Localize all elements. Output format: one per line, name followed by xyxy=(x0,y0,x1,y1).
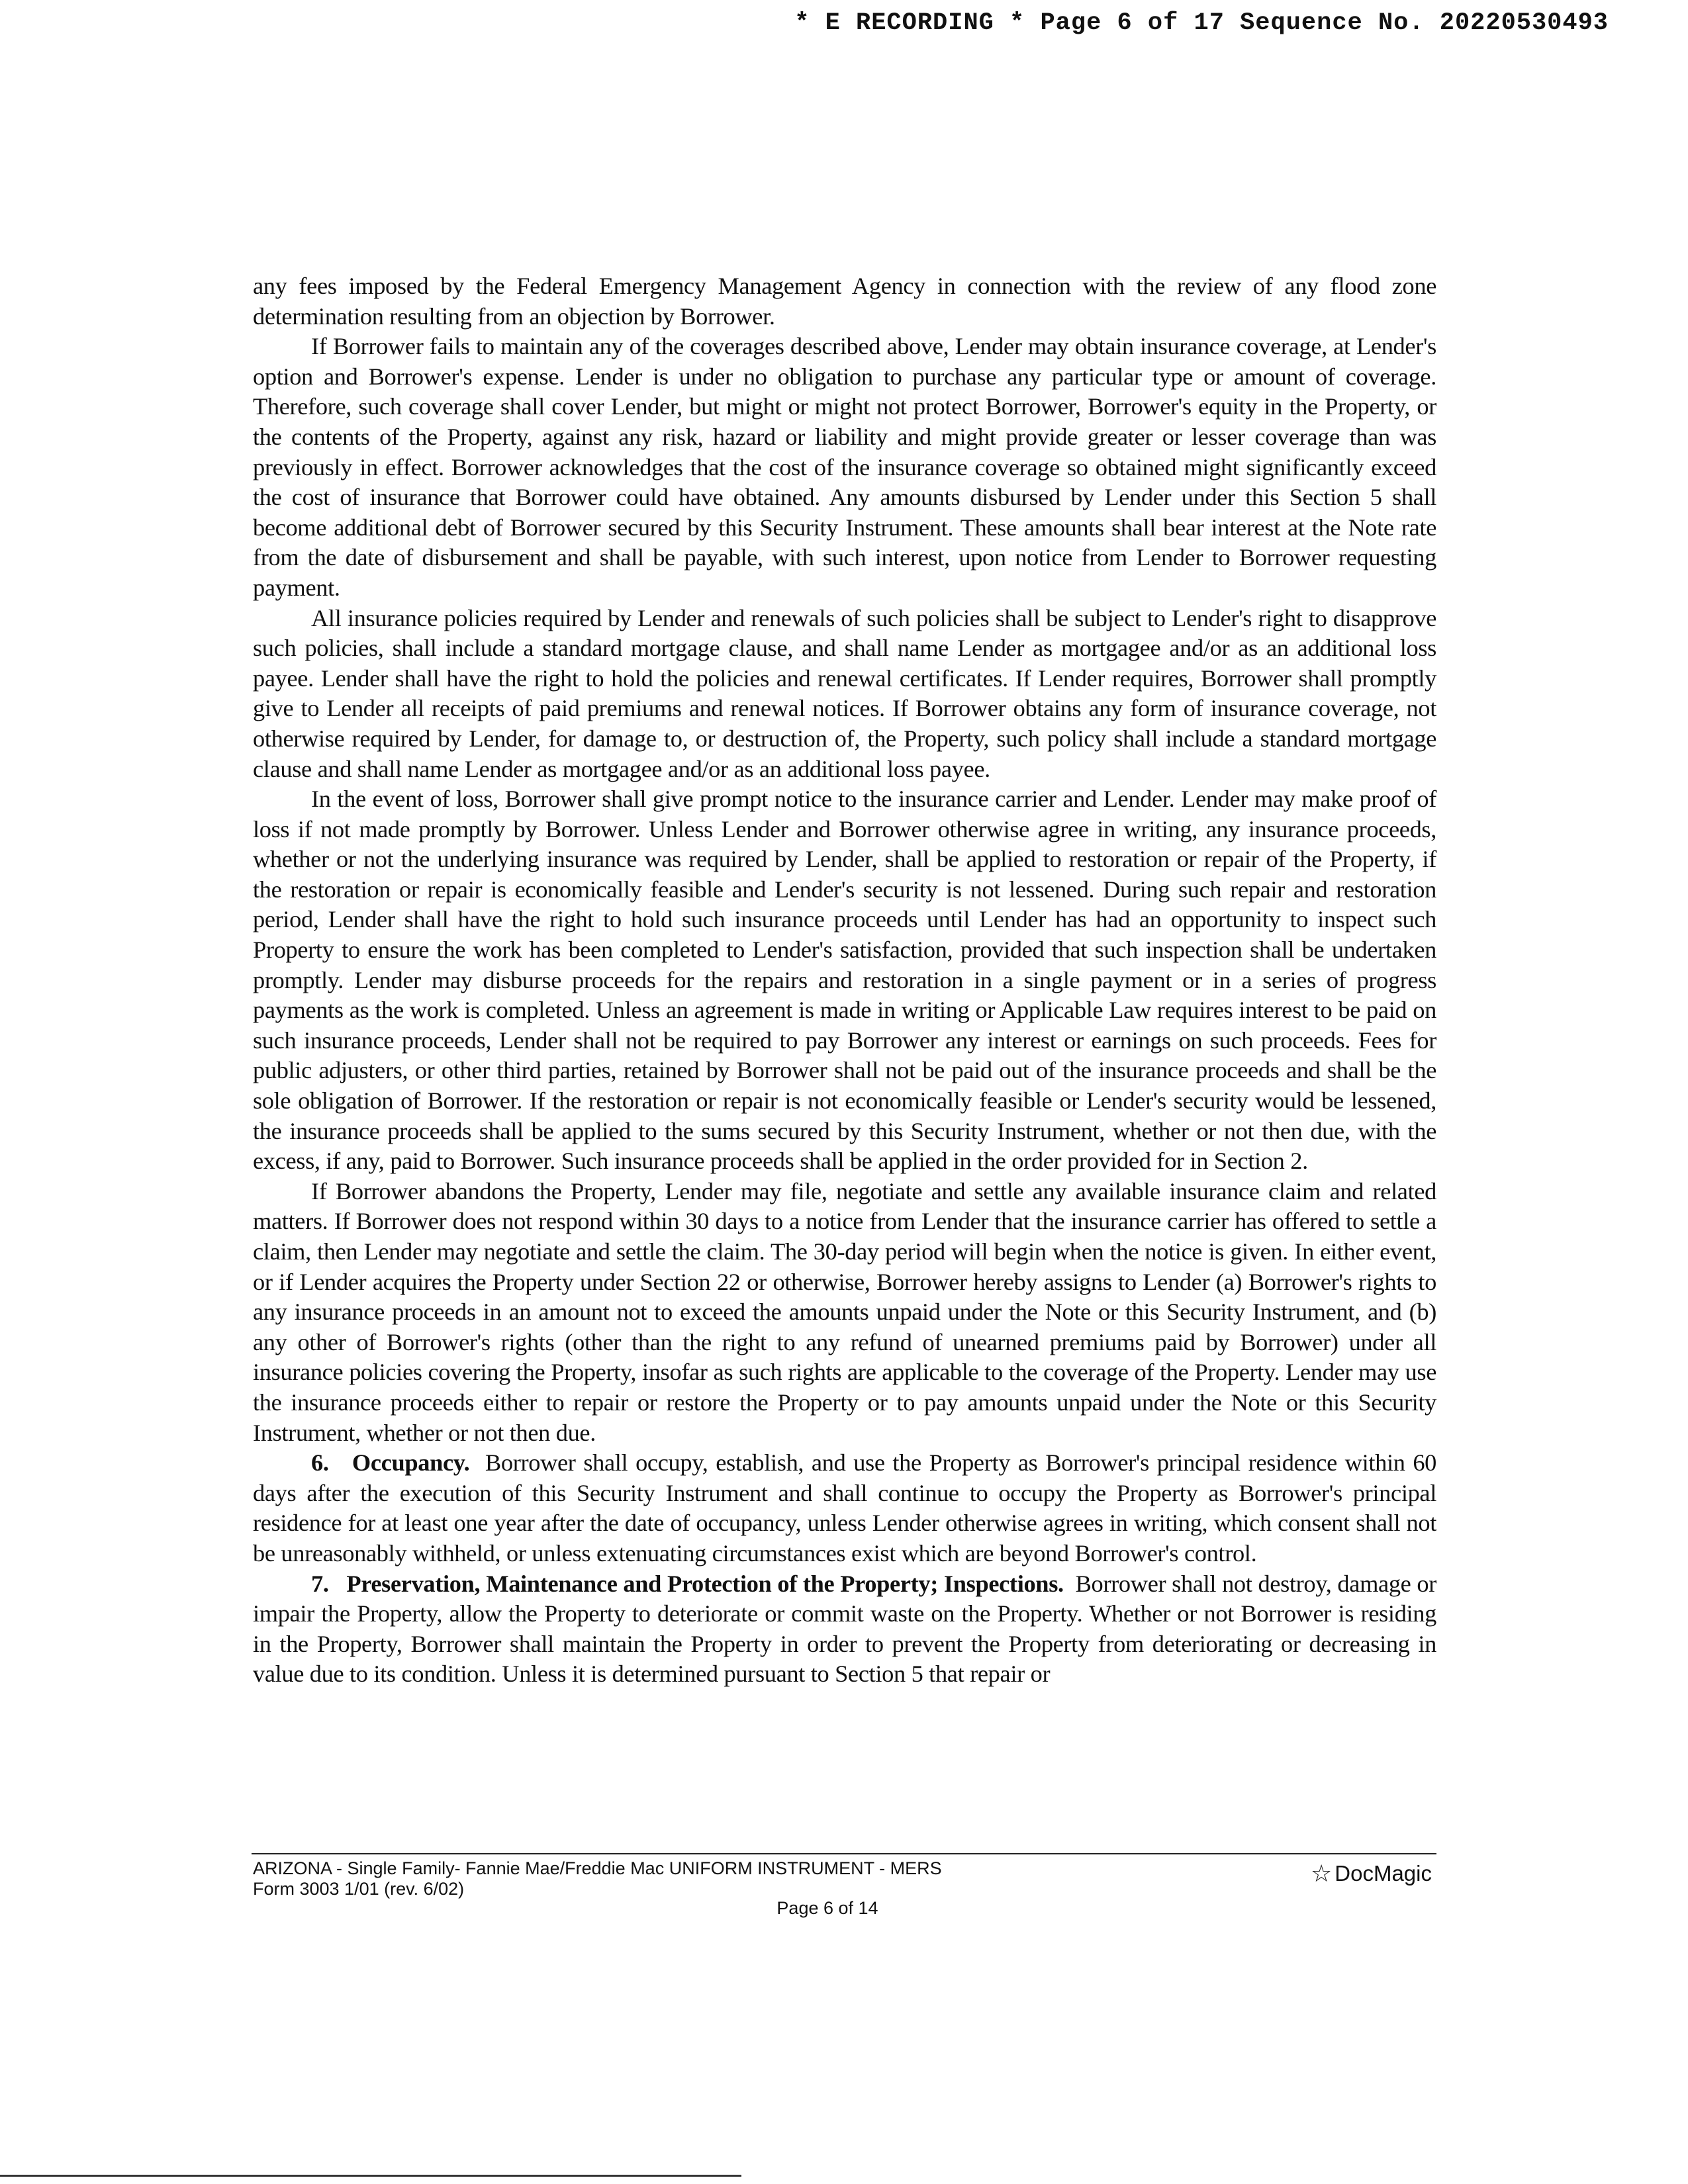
section-number: 7. xyxy=(311,1570,329,1597)
logo-text: DocMagic xyxy=(1335,1861,1432,1886)
scan-edge-line xyxy=(0,2175,741,2177)
section-occupancy xyxy=(253,1448,1436,1569)
recording-header: * E RECORDING * Page 6 of 17 Sequence No. 20220530493 xyxy=(794,9,1609,37)
docmagic-logo xyxy=(1311,1860,1432,1888)
star-outline-icon: ☆ xyxy=(1311,1860,1333,1887)
section-text: Borrower shall not destroy, damage or impair the Property, allow the Property to deteriorate or commit waste on the Property. Whether or not Borrower is residing in the Property, Borrower shall maintain the Property in order to prevent the Property from deteriorating or decreasing in value due to its condition. Unless it is determined pursuant to Section 5 that repair or xyxy=(253,1570,1436,1688)
section-title: Occupancy. xyxy=(352,1449,470,1477)
document-body xyxy=(253,271,1436,1690)
footer-instrument-line: ARIZONA - Single Family- Fannie Mae/Freddie Mac UNIFORM INSTRUMENT - MERS xyxy=(253,1858,942,1878)
footer-divider xyxy=(252,1853,1436,1854)
footer-form-number: Form 3003 1/01 (rev. 6/02) xyxy=(253,1879,465,1899)
page-number-text: Page 6 of 14 xyxy=(776,1898,878,1918)
section-text: Borrower shall occupy, establish, and use the Property as Borrower's principal residence within 60 days after the execution of this Security Instrument and shall continue to occupy the Property as Borrower's principal residence for at least one year after the date of occupancy, unless Lender otherwise agrees in writing, which consent shall not be unreasonably withheld, or unless extenuating circumstances exist which are beyond Borrower's control. xyxy=(253,1449,1437,1567)
paragraph-insurance-policies: All insurance policies required by Lender and renewals of such policies shall be subject to Lender's right to disapprove such policies, shall include a standard mortgage clause, and shall name Lender as mortgagee and/or as an additional loss payee. Lender shall have the right to hold the policies and renewal certificates. If Lender requires, Borrower shall promptly give to Lender all receipts of paid premiums and renewal notices. If Borrower obtains any form of insurance coverage, not otherwise required by Lender, for damage to, or destruction of, the Property, such policy shall include a standard mortgage clause and shall name Lender as mortgagee and/or as an additional loss payee. xyxy=(253,604,1436,782)
section-preservation xyxy=(253,1569,1436,1690)
footer-form-info xyxy=(253,1858,942,1899)
page-number xyxy=(0,1898,1688,1919)
paragraph-lender-coverage: If Borrower fails to maintain any of the coverages described above, Lender may obtain insurance coverage, at Lender's option and Borrower's expense. Lender is under no obligation to purchase any particular type or amount of coverage. Therefore, such coverage shall cover Lender, but might or might not protect Borrower, Borrower's equity in the Property, or the contents of the Property, against any risk, hazard or liability and might provide greater or lesser coverage than was previously in effect. Borrower acknowledges that the cost of the insurance coverage so obtained might significantly exceed the cost of insurance that Borrower could have obtained. Any amounts disbursed by Lender under this Section 5 shall become additional debt of Borrower secured by this Security Instrument. These amounts shall bear interest at the Note rate from the date of disbursement and shall be payable, with such interest, upon notice from Lender to Borrower requesting payment. xyxy=(253,333,1436,601)
paragraph-event-of-loss: In the event of loss, Borrower shall give prompt notice to the insurance carrier and Lender. Lender may make proof of loss if not made promptly by Borrower. Unless Lender and Borrower otherwise agree in writing, any insurance proceeds, whether or not the underlying insurance was required by Lender, shall be applied to restoration or repair of the Property, if the restoration or repair is economically feasible and Lender's security is not lessened. During such repair and restoration period, Lender shall have the right to hold such insurance proceeds until Lender has had an opportunity to inspect such Property to ensure the work has been completed to Lender's satisfaction, provided that such inspection shall be undertaken promptly. Lender may disburse proceeds for the repairs and restoration in a single payment or in a series of progress payments as the work is completed. Unless an agreement is made in writing or Applicable Law requires interest to be paid on such insurance proceeds, Lender shall not be required to pay Borrower any interest or earnings on such proceeds. Fees for public adjusters, or other third parties, retained by Borrower shall not be paid out of the insurance proceeds and shall be the sole obligation of Borrower. If the restoration or repair is not economically feasible or Lender's security would be lessened, the insurance proceeds shall be applied to the sums secured by this Security Instrument, whether or not then due, with the excess, if any, paid to Borrower. Such insurance proceeds shall be applied in the order provided for in Section 2. xyxy=(253,786,1436,1175)
section-title: Preservation, Maintenance and Protection of the Property; Inspections. xyxy=(346,1570,1064,1597)
section-number: 6. xyxy=(311,1449,329,1477)
paragraph-flood-fees: any fees imposed by the Federal Emergency Management Agency in connection with the review of any flood zone determination resulting from an objection by Borrower. xyxy=(253,273,1436,330)
paragraph-abandonment: If Borrower abandons the Property, Lender may file, negotiate and settle any available insurance claim and related matters. If Borrower does not respond within 30 days to a notice from Lender that the insurance carrier has offered to settle a claim, then Lender may negotiate and settle the claim. The 30-day period will begin when the notice is given. In either event, or if Lender acquires the Property under Section 22 or otherwise, Borrower hereby assigns to Lender (a) Borrower's rights to any insurance proceeds in an amount not to exceed the amounts unpaid under the Note or this Security Instrument, and (b) any other of Borrower's rights (other than the right to any refund of unearned premiums paid by Borrower) under all insurance policies covering the Property, insofar as such rights are applicable to the coverage of the Property. Lender may use the insurance proceeds either to repair or restore the Property or to pay amounts unpaid under the Note or this Security Instrument, whether or not then due. xyxy=(253,1177,1436,1446)
